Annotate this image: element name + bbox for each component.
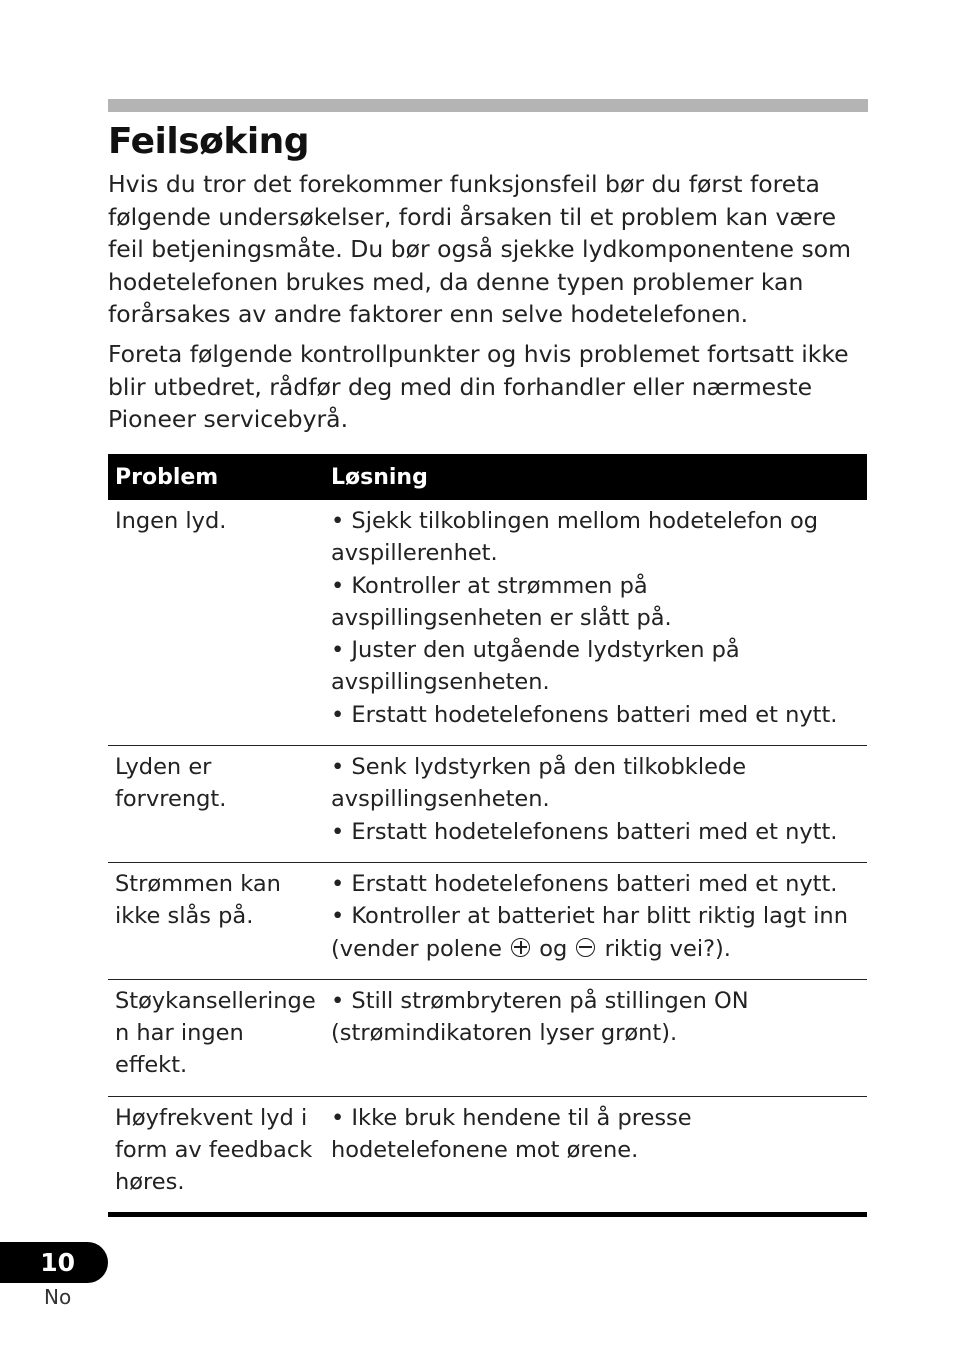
solution-item: • Erstatt hodetelefonens batteri med et nytt.: [331, 818, 838, 845]
solution-item: • Erstatt hodetelefonens batteri med et nytt.: [331, 701, 838, 728]
problem-cell: Støykanselleringe n har ingen effekt.: [108, 979, 324, 1096]
table-row: [108, 979, 867, 1096]
solution-cell: [324, 500, 867, 746]
table-row: [108, 500, 867, 746]
polarity-text-middle: og: [532, 935, 575, 962]
solution-item: • Juster den utgående lydstyrken på avspillingsenheten.: [331, 637, 740, 696]
solution-item: • Still strømbryteren på stillingen ON (strømindikatoren lyser grønt).: [331, 987, 749, 1047]
solution-item: • Sjekk tilkoblingen mellom hodetelefon og avspillerenhet.: [331, 508, 819, 567]
section-top-rule: [108, 99, 868, 112]
polarity-text-after: riktig vei?).: [597, 935, 731, 962]
solution-item: • Senk lydstyrken på den tilkobklede avspillingsenheten.: [331, 754, 747, 813]
troubleshooting-table: [108, 454, 867, 1217]
problem-cell: Strømmen kan ikke slås på.: [108, 862, 324, 979]
minus-circle-icon: [576, 938, 595, 957]
page-number-tab: 10: [0, 1242, 108, 1283]
problem-cell: Ingen lyd.: [108, 500, 324, 746]
page-title: Feilsøking: [108, 121, 310, 162]
table-header-row: [108, 454, 867, 500]
problem-cell: Høyfrekvent lyd i form av feedback høres.: [108, 1096, 324, 1214]
table-row: [108, 746, 867, 863]
solution-cell: [324, 862, 867, 979]
intro-paragraph-1: Hvis du tror det forekommer funksjonsfeil bør du først foreta følgende undersøkelser, fordi årsaken til et problem kan være feil betjeningsmåte. Du bør også sjekke lydkomponentene som hodetelefonen brukes med, da denne typen problemer kan forårsakes av andre faktorer enn selve hodetelefonen.: [108, 170, 851, 328]
solution-cell: [324, 979, 867, 1096]
solution-item: • Erstatt hodetelefonens batteri med et nytt.: [331, 870, 838, 897]
plus-circle-icon: [511, 938, 530, 957]
solution-item: • Kontroller at strømmen på avspillingsenheten er slått på.: [331, 572, 672, 631]
intro-paragraph-2: Foreta følgende kontrollpunkter og hvis problemet fortsatt ikke blir utbedret, rådfør deg med din forhandler eller nærmeste Pioneer servicebyrå.: [108, 340, 849, 433]
polarity-text-before: • Kontroller at batteriet har blitt riktig lagt inn (vender polene: [331, 903, 848, 962]
column-header-solution: Løsning: [324, 454, 867, 500]
solution-cell: [324, 746, 867, 863]
solution-item: • Ikke bruk hendene til å presse hodetelefonene mot ørene.: [331, 1104, 692, 1164]
column-header-problem: Problem: [108, 454, 324, 500]
solution-item-polarity: [331, 900, 863, 965]
table-row: [108, 1096, 867, 1214]
language-code: No: [44, 1285, 72, 1309]
problem-cell: Lyden er forvrengt.: [108, 746, 324, 863]
table-row: [108, 862, 867, 979]
solution-cell: [324, 1096, 867, 1214]
